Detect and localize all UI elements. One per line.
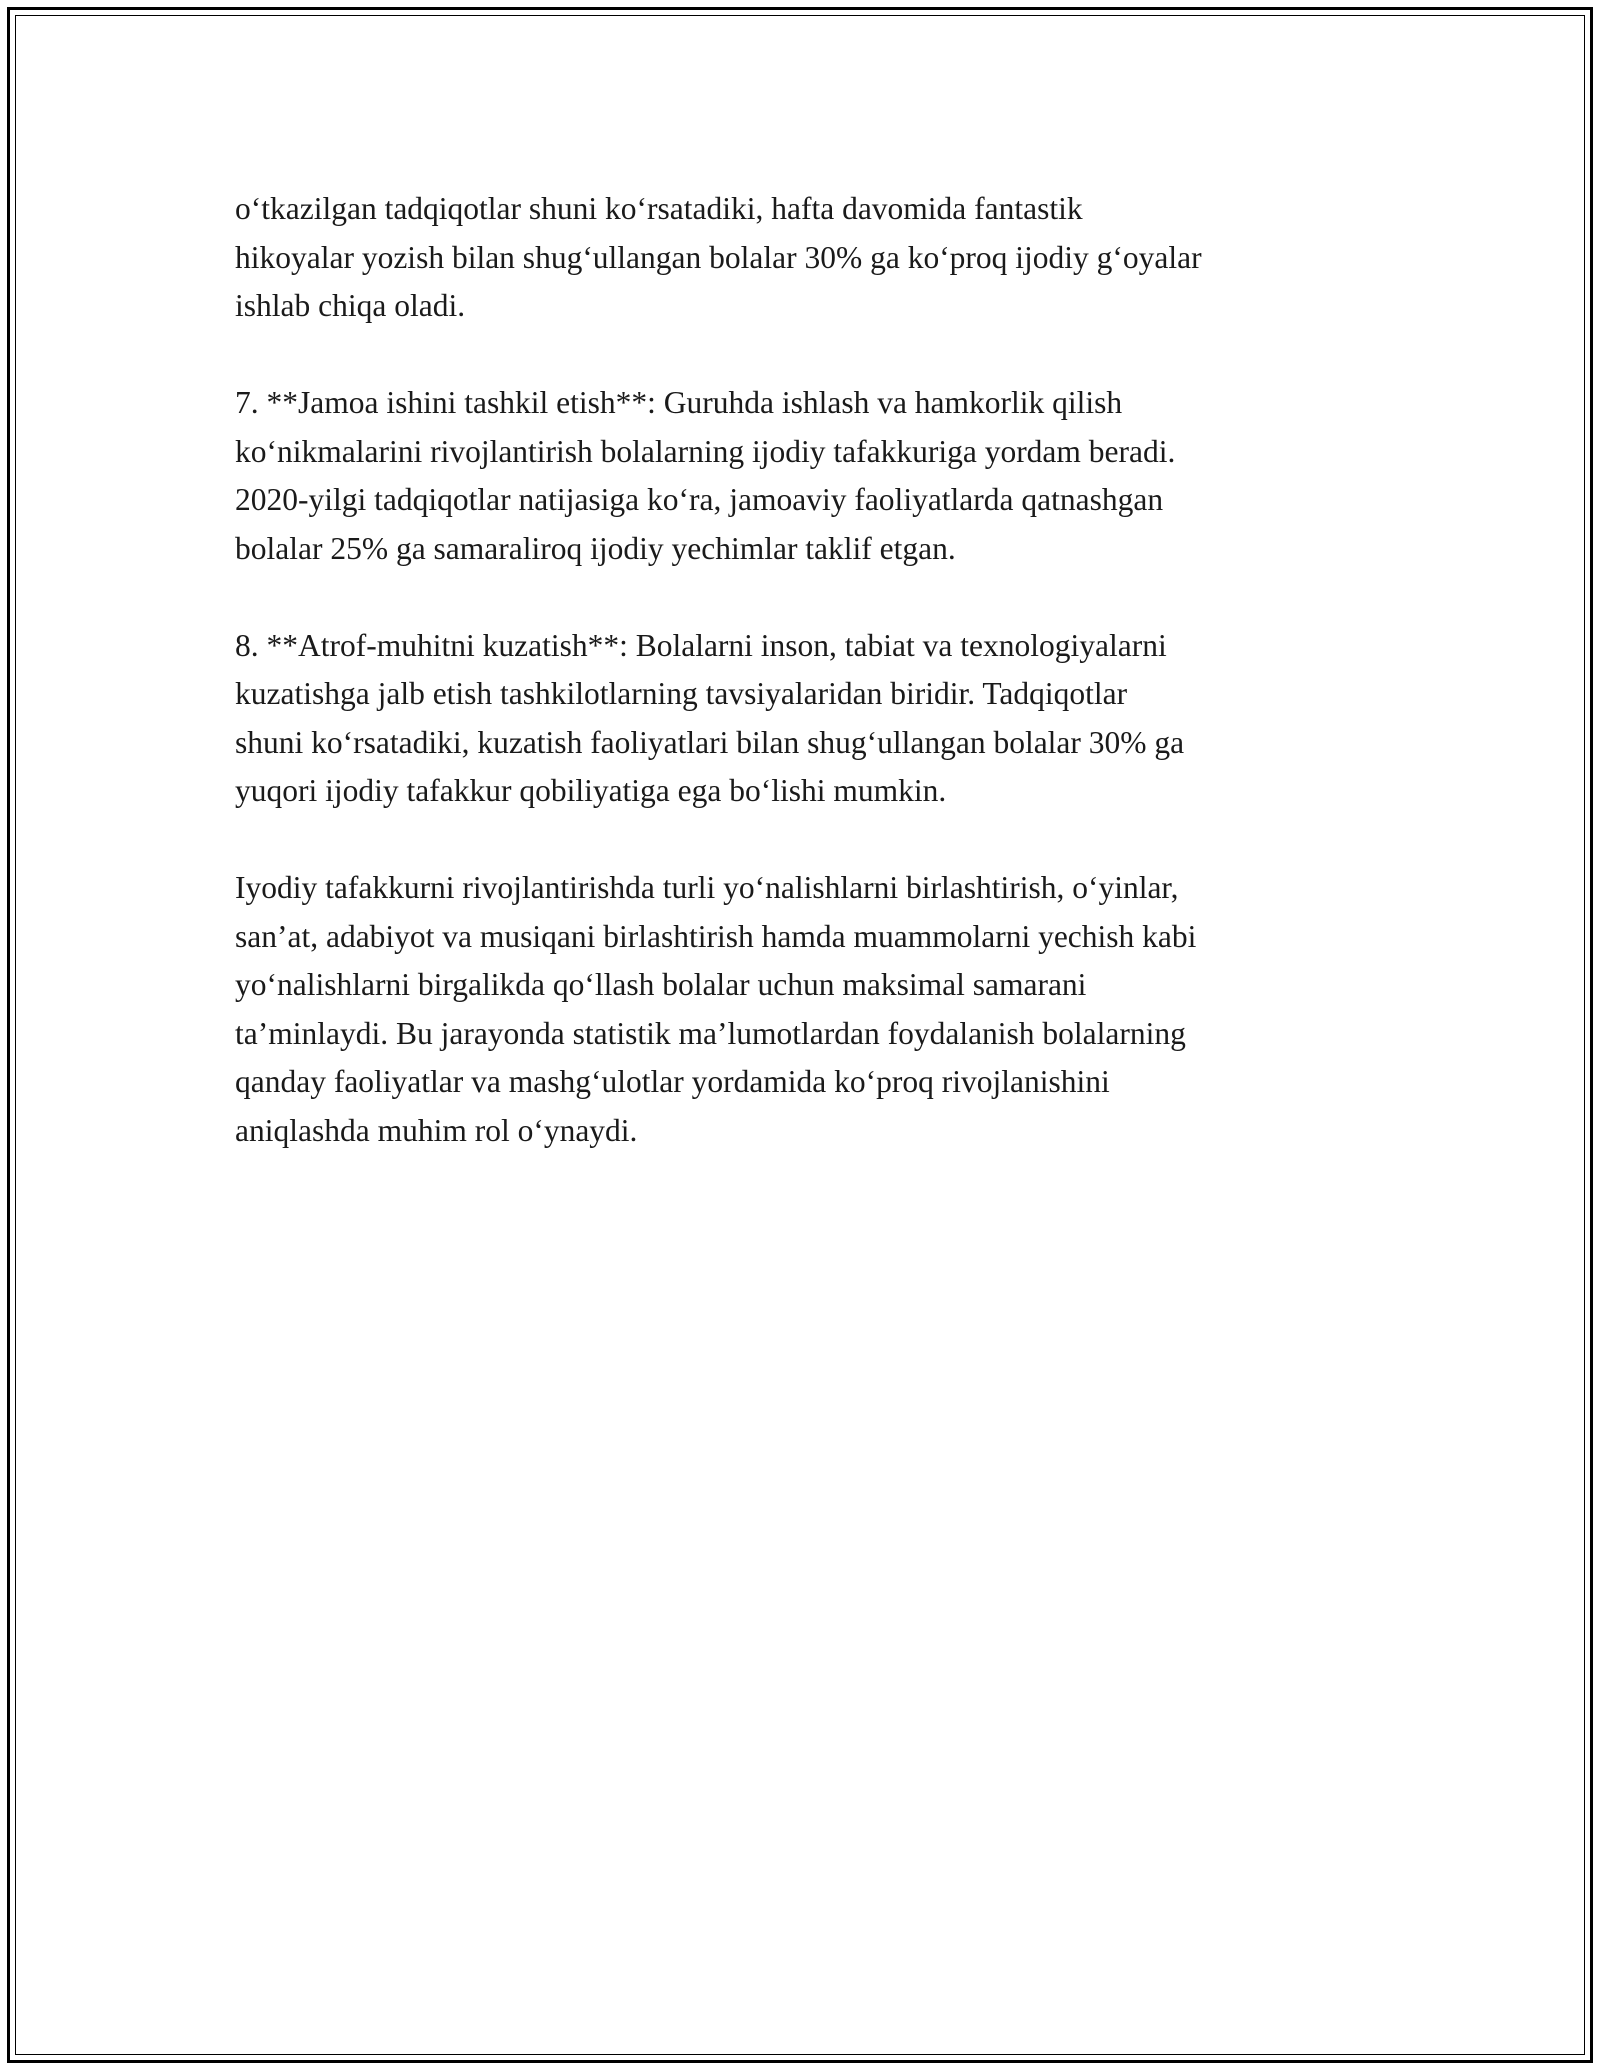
text-line: ko‘nikmalarini rivojlantirish bolalarning ijodiy tafakkuriga yordam beradi. [235, 433, 1176, 469]
text-line: san’at, adabiyot va musiqani birlashtirish hamda muammolarni yechish kabi [235, 918, 1197, 954]
paragraph-item-7 [235, 379, 1375, 573]
text-line: 2020-yilgi tadqiqotlar natijasiga ko‘ra, jamoaviy faoliyatlarda qatnashgan [235, 482, 1164, 517]
text-line: bolalar 25% ga samaraliroq ijodiy yechimlar taklif etgan. [235, 530, 956, 566]
text-line: Iyodiy tafakkurni rivojlantirishda turli yo‘nalishlarni birlashtirish, o‘yinlar, [235, 870, 1179, 905]
text-line: ishlab chiqa oladi. [235, 288, 466, 323]
document-body [235, 185, 1375, 1204]
text-line: yuqori ijodiy tafakkur qobiliyatiga ega bo‘lishi mumkin. [235, 773, 947, 808]
text-line: hikoyalar yozish bilan shug‘ullangan bolalar 30% ga ko‘proq ijodiy g‘oyalar [235, 239, 1202, 275]
paragraph-conclusion [235, 864, 1375, 1155]
text-line: o‘tkazilgan tadqiqotlar shuni ko‘rsatadiki, hafta davomida fantastik [235, 191, 1083, 226]
text-line: shuni ko‘rsatadiki, kuzatish faoliyatlari bilan shug‘ullangan bolalar 30% ga [235, 724, 1185, 760]
paragraph-item-8 [235, 622, 1375, 816]
text-line: aniqlashda muhim rol o‘ynaydi. [235, 1112, 638, 1148]
text-line: qanday faoliyatlar va mashg‘ulotlar yordamida ko‘proq rivojlanishini [235, 1064, 1110, 1099]
paragraph-intro-continuation [235, 185, 1375, 331]
text-line: 8. **Atrof-muhitni kuzatish**: Bolalarni inson, tabiat va texnologiyalarni [235, 627, 1167, 663]
text-line: 7. **Jamoa ishini tashkil etish**: Guruhda ishlash va hamkorlik qilish [235, 385, 1123, 420]
text-line: ta’minlaydi. Bu jarayonda statistik ma’lumotlardan foydalanish bolalarning [235, 1015, 1186, 1051]
text-line: yo‘nalishlarni birgalikda qo‘llash bolalar uchun maksimal samarani [235, 967, 1087, 1002]
text-line: kuzatishga jalb etish tashkilotlarning tavsiyalaridan biridir. Tadqiqotlar [235, 676, 1128, 711]
